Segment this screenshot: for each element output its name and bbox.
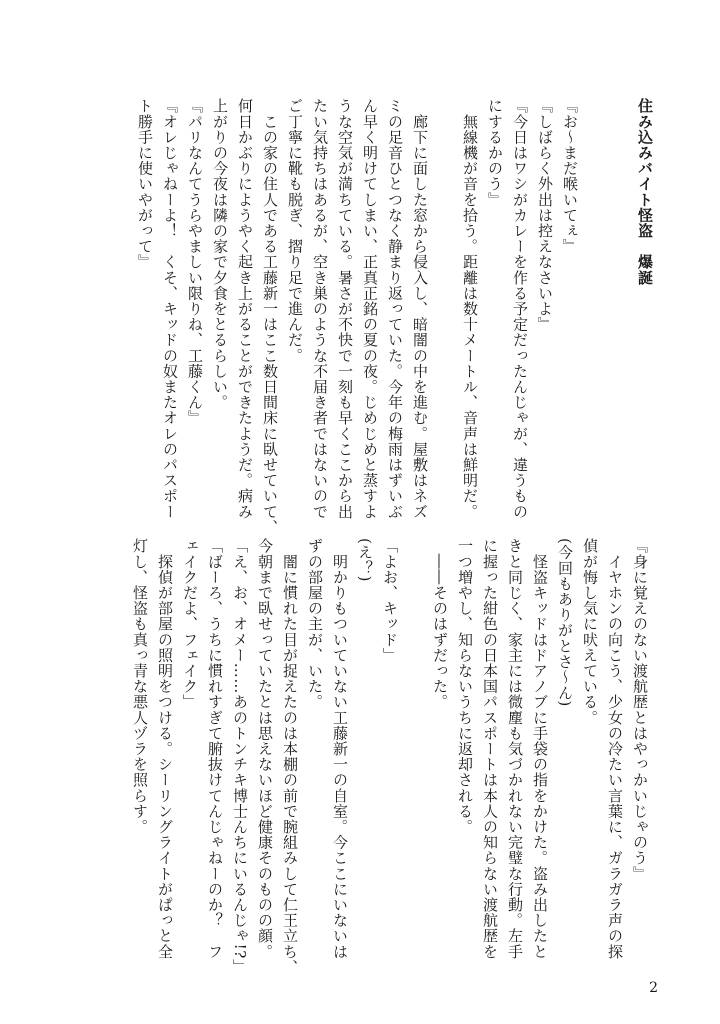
blank-line (402, 538, 427, 938)
text-line: 今朝まで臥せっていたとは思えないほど健康そのものの顔。 (256, 538, 274, 960)
text-line: ――そのはずだった。 (431, 538, 449, 710)
text-line: ェイクだよ、フェイク」 (181, 538, 199, 710)
text-line: 廊下に面した窓から侵入し、暗闇の中を進む。屋敷はネズ (411, 98, 429, 520)
text-line: うな空気が満ちている。暑さが不快で一刻も早くここから出 (336, 98, 354, 520)
bottom-text-block (127, 538, 652, 975)
text-line: この家の住人である工藤新一はここ数日間床に臥せていて、 (261, 98, 279, 535)
text-line: 『今日はワシがカレーを作る予定だったんじゃが、違うもの (511, 98, 529, 520)
text-line: 偵が悔し気に吠えている。 (581, 538, 599, 726)
text-line: 『しばらく外出は控えなさいよ』 (536, 98, 554, 332)
blank-line (607, 98, 632, 498)
text-line: 「え、お、オメー……あのトンチキ博士んちにいるんじゃ!?」 (231, 538, 249, 975)
text-line: (え？) (356, 538, 374, 583)
text-line: 闇に慣れた目が捉えたのは本棚の前で腕組みして仁王立ち、 (281, 538, 299, 975)
text-line: 「よお、キッド」 (381, 538, 399, 663)
text-line: イヤホンの向こう、少女の冷たい言葉に、ガラガラ声の探 (606, 538, 624, 960)
text-line: 『身に覚えのない渡航歴とはやっかいじゃのう』 (631, 538, 649, 882)
text-line: 『パリなんてうらやましい限りね、工藤くん』 (186, 98, 204, 426)
blank-line (432, 98, 457, 498)
text-line: ト勝手に使いやがって』 (136, 98, 154, 270)
text-line: 灯し、怪盗も真っ青な悪人ヅラを照らす。 (131, 538, 149, 835)
text-line: たい気持ちはあるが、空き巣のような不届き者ではないので (311, 98, 329, 520)
text-line: 『オレじゃねーよ！ くそ、キッドの奴またオレのパスポー (161, 98, 179, 520)
text-line: 『お〜まだ喉いてぇ』 (561, 98, 579, 254)
text-line: に握った紺色の日本国パスポートは本人の知らない渡航歴を (481, 538, 499, 960)
text-line: 「ばーろ、うちに慣れすぎて腑抜けてんじゃねーのか？ フ (206, 538, 224, 960)
text-line: ん早く明けてしまい、正真正銘の夏の夜。じめじめと蒸すよ (361, 98, 379, 520)
text-line: ミの足音ひとつなく静まり返っていた。今年の梅雨はずいぶ (386, 98, 404, 520)
text-line: ずの部屋の主が、いた。 (306, 538, 324, 710)
text-line: 上がりの今夜は隣の家で夕食をとるらしい。 (211, 98, 229, 410)
text-line: にするかのう』 (486, 98, 504, 208)
text-line: 明かりもついていない工藤新一の自室。今ここにいないは (331, 538, 349, 960)
chapter-title: 住み込みバイト怪盗 爆誕 (636, 98, 654, 286)
text-line: 怪盗キッドはドアノブに手袋の指をかけた。盗み出したと (531, 538, 549, 960)
text-line: 無線機が音を拾う。距離は数十メートル、音声は鮮明だ。 (461, 98, 479, 520)
text-line: 何日かぶりにようやく起き上がることができたようだ。病み (236, 98, 254, 520)
text-line: 一つ増やし、知らないうちに返却される。 (456, 538, 474, 835)
text-line: 探偵が部屋の照明をつける。シーリングライトがぱっと全 (156, 538, 174, 960)
text-line: ご丁寧に靴も脱ぎ、摺り足で進んだ。 (286, 98, 304, 364)
top-text-block (132, 98, 657, 535)
text-line: きと同じく、家主には微塵も気づかれない完璧な行動。左手 (506, 538, 524, 960)
page-number: 2 (649, 980, 658, 996)
blank-line (582, 98, 607, 498)
text-line: (今回もありがとさ〜ん) (556, 538, 574, 707)
